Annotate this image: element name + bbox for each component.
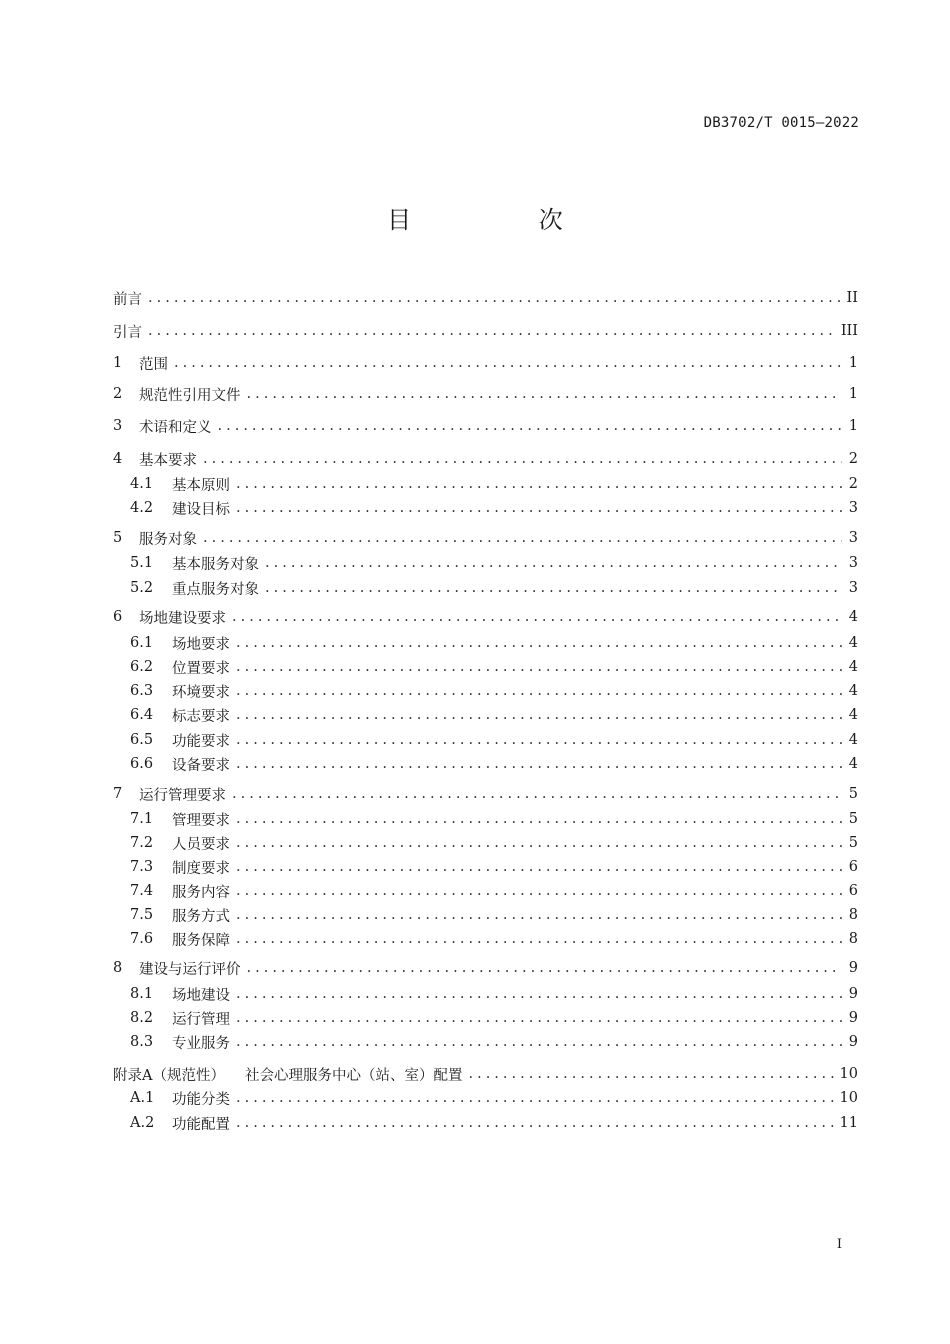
toc-entry-label: 位置要求 [172,660,230,677]
toc-entry-page: 10 [839,1090,858,1106]
toc-entry-number: 7.2 [130,835,154,851]
toc-entry[interactable] [113,320,858,342]
toc-entry-page: 4 [848,756,858,772]
toc-leader-dots [236,1010,842,1026]
toc-entry-page: 4 [848,659,858,675]
toc-entry-number: 4 [113,451,123,467]
toc-entry-label: 范围 [139,356,168,373]
toc-entry-number: 6.3 [130,683,154,699]
toc-entry-label: 专业服务 [172,1035,230,1052]
toc-leader-dots [236,883,842,899]
toc-entry-label: 前言 [113,291,142,308]
toc-entry-number: 7.1 [130,811,154,827]
toc-entry[interactable] [113,1063,858,1085]
toc-entry[interactable] [130,680,858,702]
toc-entry[interactable] [130,632,858,654]
toc-entry-page: 6 [848,859,858,875]
toc-leader-dots [236,476,842,492]
toc-entry-page: 2 [848,476,858,492]
toc-entry-label: 服务方式 [172,908,230,925]
toc-entry-page: 1 [848,418,858,434]
toc-entry-label: 运行管理 [172,1011,230,1028]
toc-entry[interactable] [130,928,858,950]
toc-entry[interactable] [130,753,858,775]
toc-entry-label: 管理要求 [172,812,230,829]
toc-entry-label: 服务内容 [172,884,230,901]
toc-entry-label: 功能分类 [172,1091,230,1108]
toc-leader-dots [236,732,842,748]
toc-entry[interactable] [113,606,858,628]
toc-entry-label: 规范性引用文件 [139,387,241,404]
toc-entry-number: 7.6 [130,931,154,947]
toc-entry-number: 4.2 [130,500,154,516]
toc-entry-label: 制度要求 [172,860,230,877]
document-code: DB3702/T 0015—2022 [703,115,859,131]
toc-entry-number: 6.6 [130,756,154,772]
toc-leader-dots [236,1090,834,1106]
toc-entry-page: 4 [848,635,858,651]
toc-leader-dots [218,418,843,434]
toc-entry-page: 3 [848,580,858,596]
toc-entry-label: 功能配置 [172,1116,230,1133]
toc-entry-label: 标志要求 [172,708,230,725]
toc-leader-dots [236,1034,842,1050]
toc-leader-dots [236,907,842,923]
toc-entry-page: 4 [848,707,858,723]
toc-entry-page: 1 [848,386,858,402]
toc-entry-page: 10 [839,1066,858,1082]
toc-leader-dots [203,530,842,546]
toc-leader-dots [468,1066,833,1082]
toc-entry[interactable] [130,473,858,495]
page-title: 目 次 [387,206,623,234]
toc-entry-label: 基本服务对象 [172,556,259,573]
toc-entry[interactable] [113,527,858,549]
toc-entry-page: 4 [848,683,858,699]
toc-entry-page: 5 [848,786,858,802]
toc-entry-label: 场地要求 [172,636,230,653]
toc-leader-dots [236,500,842,516]
toc-entry[interactable] [130,904,858,926]
toc-entry-number: 1 [113,355,123,371]
toc-entry-page: 9 [848,1010,858,1026]
toc-entry-label: 运行管理要求 [139,787,226,804]
toc-leader-dots [247,386,843,402]
toc-entry[interactable] [130,1087,858,1109]
toc-entry[interactable] [130,808,858,830]
toc-entry-label: 术语和定义 [139,419,212,436]
toc-leader-dots [236,931,842,947]
toc-leader-dots [236,835,842,851]
toc-entry-label: 场地建设要求 [139,610,226,627]
toc-entry-page: 5 [848,835,858,851]
toc-leader-dots [203,451,842,467]
toc-entry-number: 7 [113,786,123,802]
toc-entry[interactable] [130,729,858,751]
toc-leader-dots [236,986,842,1002]
toc-entry[interactable] [113,287,858,309]
toc-entry-label: 场地建设 [172,987,230,1004]
toc-entry[interactable] [130,577,858,599]
toc-entry-number: 8.1 [130,986,154,1002]
toc-entry[interactable] [113,383,858,405]
toc-leader-dots [236,1115,834,1131]
toc-leader-dots [148,290,841,306]
toc-leader-dots [236,635,842,651]
toc-entry[interactable] [130,704,858,726]
toc-leader-dots [236,659,842,675]
toc-entry-number: 7.4 [130,883,154,899]
toc-leader-dots [236,756,842,772]
toc-entry-label: 基本原则 [172,477,230,494]
toc-entry-number: 2 [113,386,123,402]
toc-entry-number: 6.5 [130,732,154,748]
toc-entry-page: 8 [848,907,858,923]
toc-entry[interactable] [130,1031,858,1053]
toc-entry-page: 3 [848,530,858,546]
toc-entry-page: 4 [848,609,858,625]
toc-leader-dots [232,609,842,625]
toc-entry[interactable] [130,552,858,574]
toc-entry-page: II [846,290,858,306]
toc-entry-label: 建设与运行评价 [139,961,241,978]
toc-entry-page: 5 [848,811,858,827]
toc-entry[interactable] [130,656,858,678]
toc-entry[interactable] [130,832,858,854]
toc-entry[interactable] [113,783,858,805]
toc-leader-dots [236,683,842,699]
toc-entry-page: 2 [848,451,858,467]
toc-entry-number: 6 [113,609,123,625]
toc-entry-label: 人员要求 [172,836,230,853]
toc-entry-label: 功能要求 [172,733,230,750]
toc-entry[interactable] [113,448,858,470]
toc-entry[interactable] [130,983,858,1005]
toc-entry-page: 11 [839,1115,858,1131]
toc-entry-label: 服务对象 [139,531,197,548]
toc-leader-dots [247,960,843,976]
toc-entry-page: 3 [848,500,858,516]
toc-entry-page: 6 [848,883,858,899]
toc-entry-page: 4 [848,732,858,748]
toc-entry-number: 3 [113,418,123,434]
toc-entry-page: 8 [848,931,858,947]
toc-entry-number: 5 [113,530,123,546]
toc-entry-number: 5.2 [130,580,154,596]
toc-leader-dots [236,707,842,723]
toc-entry-number: 8 [113,960,123,976]
toc-leader-dots [232,786,842,802]
toc-entry-label: 社会心理服务中心（站、室）配置 [244,1067,463,1084]
toc-leader-dots [236,859,842,875]
toc-entry-number: 7.3 [130,859,154,875]
toc-entry-page: 9 [848,986,858,1002]
toc-entry-label: 设备要求 [172,757,230,774]
toc-entry[interactable] [130,856,858,878]
toc-entry-number: 6.2 [130,659,154,675]
toc-entry-number: 6.4 [130,707,154,723]
toc-entry-number: 8.2 [130,1010,154,1026]
toc-entry[interactable] [113,415,858,437]
toc-entry-number: 5.1 [130,555,154,571]
toc-entry[interactable] [130,1112,858,1134]
toc-entry-page: 3 [848,555,858,571]
toc-entry-label: 基本要求 [139,452,197,469]
toc-entry[interactable] [113,957,858,979]
toc-entry[interactable] [113,352,858,374]
toc-entry-number: 附录A（规范性） [113,1067,225,1084]
toc-leader-dots [265,580,842,596]
toc-leader-dots [174,355,842,371]
toc-entry-number: A.2 [130,1115,155,1131]
toc-entry-number: 6.1 [130,635,154,651]
toc-leader-dots [265,555,842,571]
toc-entry[interactable] [130,1007,858,1029]
toc-entry-number: 4.1 [130,476,154,492]
page-number: I [836,1237,842,1252]
toc-entry-page: 9 [848,1034,858,1050]
toc-leader-dots [148,323,835,339]
toc-entry-number: 8.3 [130,1034,154,1050]
toc-entry[interactable] [130,880,858,902]
toc-entry[interactable] [130,497,858,519]
toc-entry-page: 9 [848,960,858,976]
toc-entry-label: 重点服务对象 [172,581,259,598]
toc-entry-label: 服务保障 [172,932,230,949]
toc-entry-label: 环境要求 [172,684,230,701]
toc-entry-label: 引言 [113,324,142,341]
toc-entry-number: A.1 [130,1090,155,1106]
toc-leader-dots [236,811,842,827]
toc-entry-page: III [840,323,858,339]
toc-entry-page: 1 [848,355,858,371]
toc-entry-label: 建设目标 [172,501,230,518]
toc-entry-number: 7.5 [130,907,154,923]
